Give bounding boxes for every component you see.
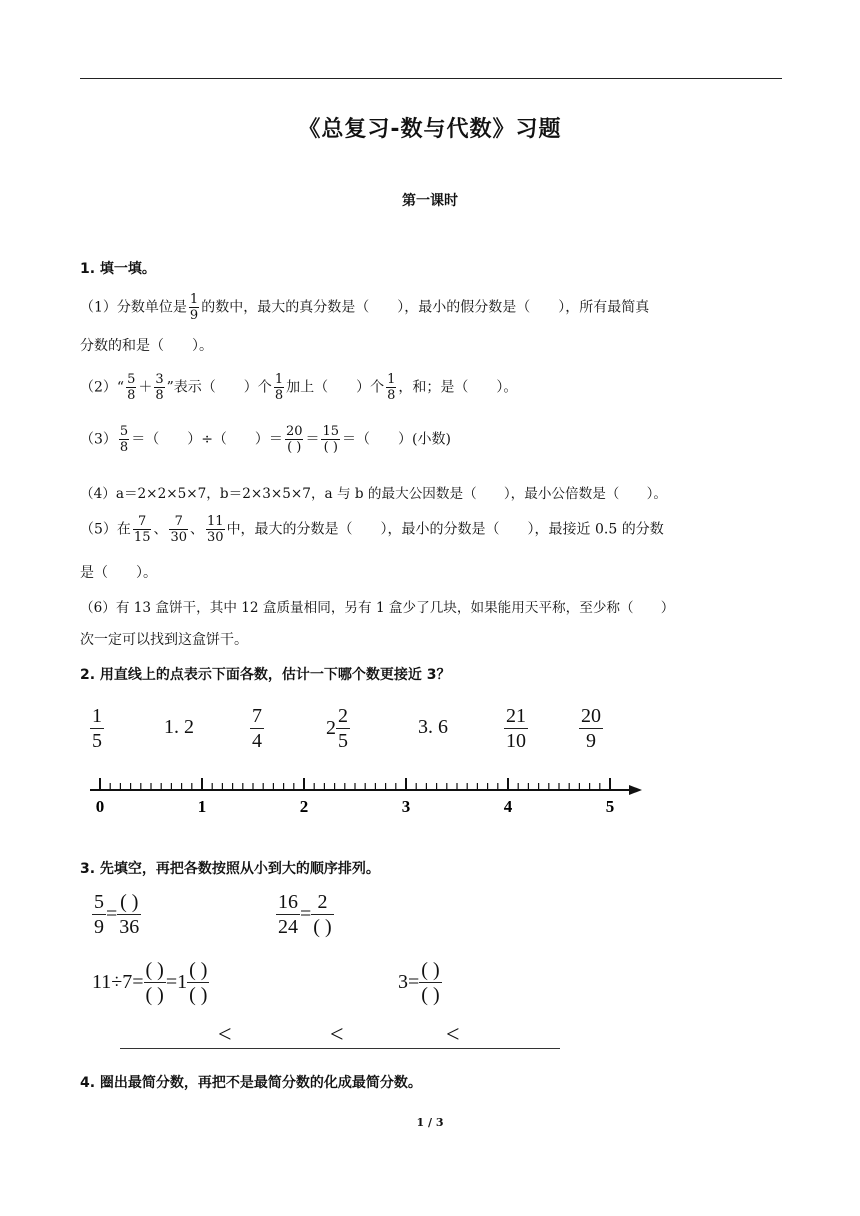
q1-p3-fraction-2: $\frac{20}{( )}$ bbox=[285, 424, 303, 455]
q1-part3: （3） $\frac{5}{8}$ ＝（ ）÷（ ）＝ $\frac{20}{( )}$ ＝ $\frac{15}{( )}$ ＝（ ）(小数) bbox=[80, 424, 451, 455]
q3-blank-4: ( ) ( ) bbox=[189, 959, 208, 1006]
page-title: 《总复习-数与代数》习题 bbox=[298, 117, 562, 142]
q1-part2: （2）“ $\frac{5}{8}$ ＋ $\frac{3}{8}$ ”表示（ ）个 $\frac{1}{8}$ 加上（ ）个 $\frac{1}{8}$ ，和；是（ ）。 bbox=[80, 372, 518, 403]
q3-heading: 3. 先填空，再把各数按照从小到大的顺序排列。 bbox=[80, 861, 380, 877]
q2-number-line bbox=[80, 770, 660, 820]
q3-expression-4: 3= ( ) ( ) bbox=[398, 959, 440, 1006]
q1-p1-text-a: （1）分数单位是 bbox=[80, 299, 187, 316]
q3-expression-1: $\frac{5}{9}$ = ( ) 36 bbox=[94, 891, 140, 938]
page-number: 1 / 3 bbox=[416, 1116, 444, 1129]
number-line-arrow bbox=[629, 785, 642, 795]
q1-p3-fraction-1: $\frac{5}{8}$ bbox=[119, 424, 129, 455]
q2-number-a: $\frac{1}{5}$ bbox=[92, 705, 102, 752]
q1-part1-line1 bbox=[80, 292, 785, 323]
q3-expression-3: 11÷7= ( ) ( ) =1 ( ) ( ) bbox=[92, 959, 208, 1006]
number-line-ticks bbox=[100, 778, 610, 790]
q1-p2-fraction-2: $\frac{3}{8}$ bbox=[155, 372, 164, 403]
q1-heading: 1. 填一填。 bbox=[80, 261, 156, 277]
number-line-label: 0 bbox=[95, 797, 105, 816]
q1-p2-fraction-3: $\frac{1}{8}$ bbox=[274, 372, 284, 403]
page-subtitle: 第一课时 bbox=[402, 193, 458, 209]
q1-p5-fraction-1: $\frac{7}{15}$ bbox=[133, 514, 151, 545]
less-than-1: < bbox=[218, 1022, 232, 1048]
number-line-label: 4 bbox=[503, 797, 513, 816]
number-line-label: 3 bbox=[401, 797, 411, 816]
header-rule bbox=[80, 78, 782, 79]
number-line-label: 2 bbox=[299, 797, 309, 816]
q3-blank-1: ( ) 36 bbox=[119, 891, 140, 938]
q1-p5-fraction-2: $\frac{7}{30}$ bbox=[170, 514, 188, 545]
q1-part5-line1: （5）在 $\frac{7}{15}$ 、 $\frac{7}{30}$ 、 $\frac{11}{30}$ 中，最大的分数是（ ），最小的分数是（ ），最接近 0.5 的分数 bbox=[80, 514, 664, 545]
q2-number-c: $\frac{7}{4}$ bbox=[252, 705, 262, 752]
number-line-label: 1 bbox=[197, 797, 207, 816]
q3-blank-2: 2 ( ) bbox=[313, 891, 332, 938]
q2-number-d: 2 $\frac{2}{5}$ bbox=[326, 705, 348, 752]
q4-heading: 4. 圈出最简分数，再把不是最简分数的化成最简分数。 bbox=[80, 1075, 422, 1091]
q1-p2-fraction-4: $\frac{1}{8}$ bbox=[387, 372, 396, 403]
number-line-label: 5 bbox=[605, 797, 615, 816]
q1-part4: （4）a＝2×2×5×7，b＝2×3×5×7，a 与 b 的最大公因数是（ ），最小公倍数是（ ）。 bbox=[80, 486, 667, 502]
q1-p3-fraction-3: $\frac{15}{( )}$ bbox=[322, 424, 340, 455]
q1-p5-fraction-3: $\frac{11}{30}$ bbox=[207, 514, 224, 545]
number-line-labels bbox=[96, 797, 615, 816]
q2-heading: 2. 用直线上的点表示下面各数，估计一下哪个数更接近 3？ bbox=[80, 667, 451, 683]
q1-p1-text-b: 的数中，最大的真分数是（ ），最小的假分数是（ ），所有最简真 bbox=[201, 299, 650, 316]
q1-p1-fraction: $\frac{1}{9}$ bbox=[189, 292, 199, 323]
q2-number-b: 1. 2 bbox=[164, 716, 194, 738]
q1-part5-line2: 是（ ）。 bbox=[80, 565, 157, 581]
q1-part6-line2: 次一定可以找到这盒饼干。 bbox=[80, 632, 248, 648]
less-than-2: < bbox=[330, 1022, 344, 1048]
q2-number-g: $\frac{20}{9}$ bbox=[581, 705, 601, 752]
q3-blank-5: ( ) ( ) bbox=[421, 959, 440, 1006]
q3-blank-3: ( ) ( ) bbox=[145, 959, 164, 1006]
q1-p2-fraction-1: $\frac{5}{8}$ bbox=[127, 372, 136, 403]
less-than-3: < bbox=[446, 1022, 460, 1048]
q2-number-f: $\frac{21}{10}$ bbox=[506, 705, 526, 752]
q1-part6-line1: （6）有 13 盒饼干，其中 12 盒质量相同，另有 1 盒少了几块，如果能用天平称，至少称（ ） bbox=[80, 600, 675, 616]
q3-expression-2: $\frac{16}{24}$ = 2 ( ) bbox=[278, 891, 332, 938]
q1-part1-line2: 分数的和是（ ）。 bbox=[80, 338, 213, 354]
q2-number-e: 3. 6 bbox=[418, 716, 448, 738]
